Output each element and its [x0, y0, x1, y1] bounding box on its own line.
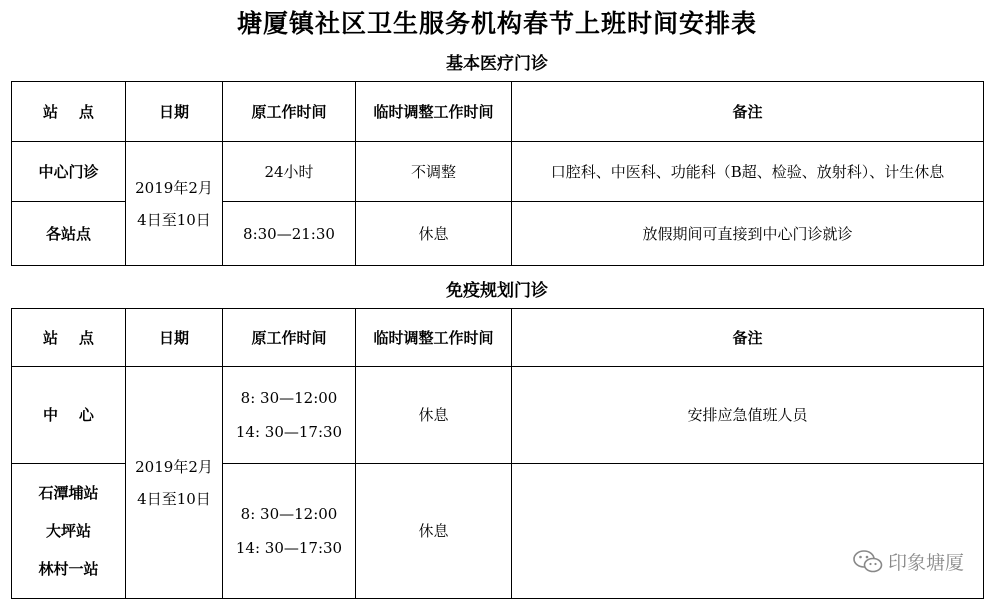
- hours-line: 8: 30—12:00: [240, 505, 338, 523]
- page-title: 塘厦镇社区卫生服务机构春节上班时间安排表: [236, 9, 757, 38]
- hours-line: 14: 30—17:30: [235, 539, 343, 557]
- watermark: [853, 548, 964, 575]
- table-header-row: [12, 309, 984, 367]
- header-station: 站 点: [12, 82, 126, 142]
- adjusted-hours-cell: 不调整: [356, 142, 512, 202]
- station-cell: 各站点: [12, 202, 126, 266]
- date-line: 4日至10日: [137, 489, 211, 508]
- original-hours-cell: 24小时: [223, 142, 356, 202]
- hours-line: 14: 30—17:30: [235, 423, 343, 441]
- wechat-icon: [853, 549, 883, 575]
- hours-line: 8: 30—12:00: [240, 389, 338, 407]
- date-line: 2019年2月: [135, 178, 213, 197]
- table-row: [12, 142, 984, 202]
- header-original-hours: 原工作时间: [223, 82, 356, 142]
- basic-clinic-table: [11, 81, 984, 266]
- station-cell: 中心门诊: [12, 142, 126, 202]
- original-hours-cell: [223, 464, 356, 599]
- watermark-text: 印象塘厦: [887, 552, 964, 574]
- remarks-cell: 放假期间可直接到中心门诊就诊: [512, 202, 984, 266]
- header-date: 日期: [126, 82, 223, 142]
- station-line: 石潭埔站: [38, 484, 99, 502]
- table-row: [12, 367, 984, 464]
- header-station: 站 点: [12, 309, 126, 367]
- header-remarks: 备注: [512, 309, 984, 367]
- station-cell: 中 心: [12, 367, 126, 464]
- date-line: 2019年2月: [135, 457, 213, 476]
- original-hours-cell: [223, 367, 356, 464]
- immunization-clinic-table: [11, 308, 984, 599]
- date-cell: [126, 367, 223, 599]
- adjusted-hours-cell: 休息: [356, 464, 512, 599]
- adjusted-hours-cell: 休息: [356, 202, 512, 266]
- remarks-cell: 安排应急值班人员: [512, 367, 984, 464]
- remarks-cell: [512, 464, 984, 599]
- header-original-hours: 原工作时间: [223, 309, 356, 367]
- original-hours-cell: 8:30—21:30: [223, 202, 356, 266]
- station-line: 大坪站: [45, 522, 91, 540]
- section-title-immunization-clinic: 免疫规划门诊: [446, 281, 548, 301]
- header-adjusted-hours: 临时调整工作时间: [356, 82, 512, 142]
- station-line: 林村一站: [38, 560, 99, 578]
- header-adjusted-hours: 临时调整工作时间: [356, 309, 512, 367]
- section-title-basic-clinic: 基本医疗门诊: [446, 54, 548, 74]
- date-line: 4日至10日: [137, 210, 211, 229]
- date-cell: [126, 142, 223, 266]
- header-date: 日期: [126, 309, 223, 367]
- remarks-cell: 口腔科、中医科、功能科（B超、检验、放射科）、计生休息: [512, 142, 984, 202]
- table-header-row: [12, 82, 984, 142]
- header-remarks: 备注: [512, 82, 984, 142]
- adjusted-hours-cell: 休息: [356, 367, 512, 464]
- station-cell: [12, 464, 126, 599]
